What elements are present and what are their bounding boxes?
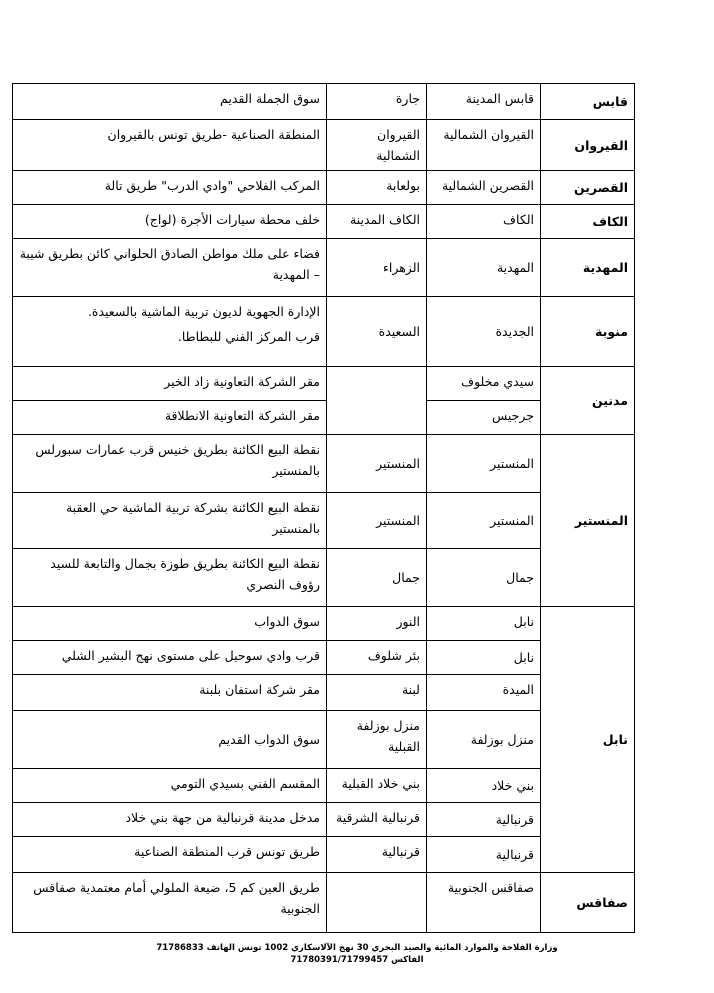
locality-cell: قرنبالية الشرقية [327,803,427,837]
delegation-cell: منزل بوزلفة [427,711,541,769]
locality-cell: النور [327,607,427,641]
locality-cell: بولعابة [327,171,427,205]
governorate-cell: الكاف [541,205,635,239]
location-cell: نقطة البيع الكائنة بشركة تربية الماشية حي العقبة بالمنستير [13,493,327,549]
governorate-cell: القصرين [541,171,635,205]
location-cell: طريق العين كم 5، ضيعة الملولي أمام معتمدية صفاقس الجنوبية [13,873,327,933]
table-row [13,84,635,120]
delegation-cell: صفاقس الجنوبية [427,873,541,933]
governorate-cell: مدنين [541,367,635,435]
locality-cell: الكاف المدينة [327,205,427,239]
locality-cell: لبنة [327,675,427,711]
location-cell [13,297,327,367]
location-cell: المركب الفلاحي "وادي الدرب" طريق تالة [13,171,327,205]
location-cell: المنطقة الصناعية -طريق تونس بالقيروان [13,120,327,171]
location-cell: طريق تونس قرب المنطقة الصناعية [13,837,327,873]
location-cell: قرب وادي سوحيل على مستوى نهج البشير الشلي [13,641,327,675]
governorate-cell: منوبة [541,297,635,367]
location-cell: فضاء على ملك مواطن الصادق الحلواني كائن بطريق شيبة – المهدية [13,239,327,297]
location-line: الإدارة الجهوية لديون تربية الماشية بالسعيدة. [87,304,320,319]
delegation-cell: جرجيس [427,401,541,435]
delegation-cell: القصرين الشمالية [427,171,541,205]
governorate-cell: المنستير [541,435,635,607]
table-row [13,171,635,205]
delegation-cell: نابل [427,607,541,641]
table-row [13,205,635,239]
delegation-cell: سيدي مخلوف [427,367,541,401]
locality-cell: جمال [327,549,427,607]
delegation-cell: بني خلاد [427,769,541,803]
delegation-cell: الميدة [427,675,541,711]
locality-cell: بني خلاد القبلية [327,769,427,803]
location-cell: سوق الجملة القديم [13,84,327,120]
footer-divider [65,932,630,933]
table-row [13,367,635,401]
table-row [13,873,635,933]
location-cell: نقطة البيع الكائنة بطريق طوزة بجمال والتابعة للسيد رؤوف النصري [13,549,327,607]
locality-cell: المنستير [327,435,427,493]
location-cell: سوق الدواب [13,607,327,641]
location-cell: سوق الدواب القديم [13,711,327,769]
delegation-cell: نابل [427,641,541,675]
table-row [13,297,635,367]
locality-cell: جارة [327,84,427,120]
delegation-cell: الجديدة [427,297,541,367]
governorate-cell: القيروان [541,120,635,171]
location-cell: مقر الشركة التعاونية الانطلاقة [13,401,327,435]
locality-cell: بئر شلوف [327,641,427,675]
footer-fax: الفاكس 71780391/71799457 [290,955,424,965]
location-cell: مقر الشركة التعاونية زاد الخير [13,367,327,401]
governorate-cell: قابس [541,84,635,120]
table-row [13,239,635,297]
locality-cell: قرنبالية [327,837,427,873]
locality-cell: منزل بوزلفة القبلية [327,711,427,769]
location-cell: خلف محطة سيارات الأجرة (لواج) [13,205,327,239]
locality-cell [327,873,427,933]
locality-cell: القيروان الشمالية [327,120,427,171]
location-cell: نقطة البيع الكائنة بطريق خنيس قرب عمارات سبورلس بالمنستير [13,435,327,493]
delegation-cell: المنستير [427,435,541,493]
table-row [13,435,635,493]
markets-table [12,83,635,933]
locality-cell: الزهراء [327,239,427,297]
delegation-cell: المنستير [427,493,541,549]
location-cell: المقسم الفني بسيدي التومي [13,769,327,803]
delegation-cell: جمال [427,549,541,607]
location-line: قرب المركز الفني للبطاطا. [177,329,320,344]
delegation-cell: قرنبالية [427,803,541,837]
delegation-cell: المهدية [427,239,541,297]
governorate-cell: نابل [541,607,635,873]
delegation-cell: قابس المدينة [427,84,541,120]
footer-address: وزارة الفلاحة والموارد المائية والصيد البحري 30 نهج الآلاسكاري 1002 تونس الهاتف 71786833 [156,943,558,953]
governorate-cell: صفاقس [541,873,635,933]
locality-cell [327,367,427,401]
locality-cell: المنستير [327,493,427,549]
location-cell: مقر شركة استفان بلبنة [13,675,327,711]
delegation-cell: القيروان الشمالية [427,120,541,171]
locality-cell [327,401,427,435]
location-cell: مدخل مدينة قرنبالية من جهة بني خلاد [13,803,327,837]
table-row [13,120,635,171]
delegation-cell: قرنبالية [427,837,541,873]
governorate-cell: المهدية [541,239,635,297]
table-row [13,607,635,641]
locality-cell: السعيدة [327,297,427,367]
delegation-cell: الكاف [427,205,541,239]
